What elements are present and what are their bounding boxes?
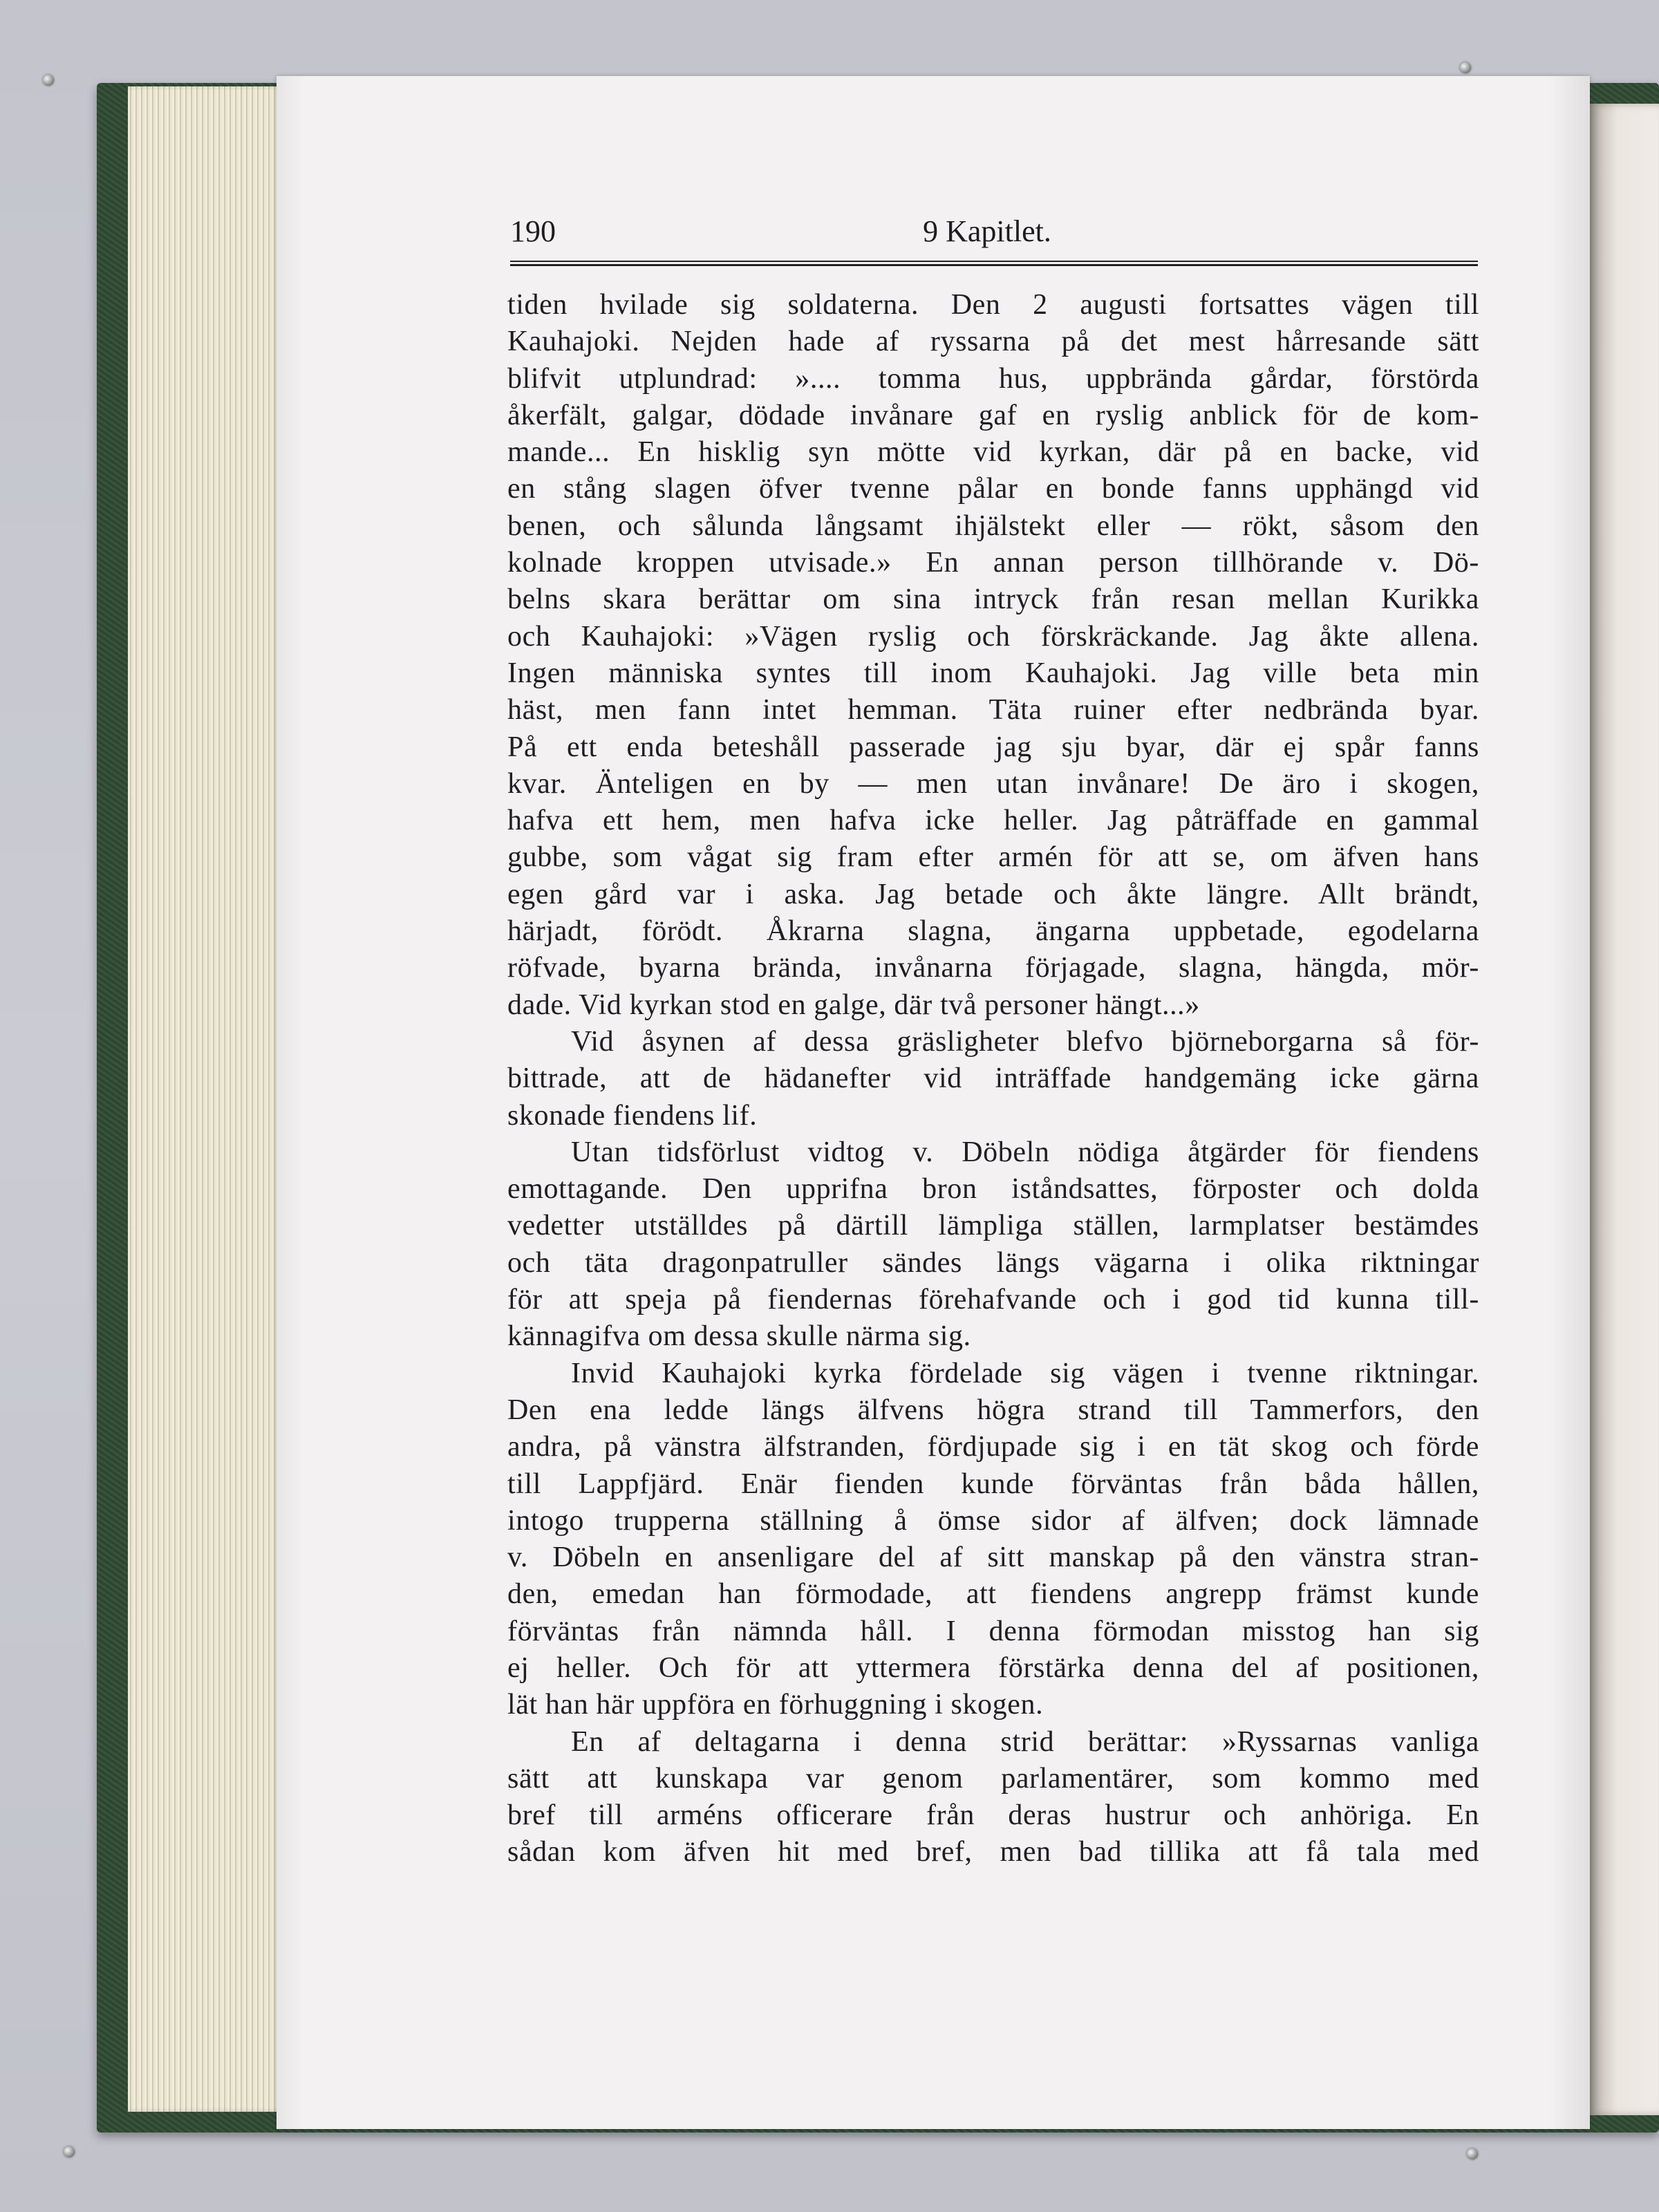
text-line: sätt att kunskapa var genom parlamentärer, som kommo med [507,1762,1479,1794]
text-line: dade. Vid kyrkan stod en galge, där två personer hängt...» [507,988,1200,1021]
text-line: andra, på vänstra älfstranden, fördjupade sig i en tät skog och förde [507,1431,1479,1463]
text-line: kvar. Änteligen en by — men utan invånare! De äro i skogen, [507,767,1479,800]
text-line: bref till arméns officerare från deras hustrur och anhöriga. En [507,1799,1479,1832]
text-line: Vid åsynen af dessa gräsligheter blefvo björneborgarna så för- [571,1025,1479,1058]
pin-bottom-left [64,2146,75,2157]
text-line: mande... En hisklig syn mötte vid kyrkan, där på en backe, vid [507,436,1479,469]
text-line: Ingen människa syntes till inom Kauhajoki. Jag ville beta min [507,657,1479,689]
text-line: emottagande. Den upprifna bron iståndsattes, förposter och dolda [507,1173,1479,1206]
body-text [507,287,1479,1871]
text-line: sådan kom äfven hit med bref, men bad tillika att få tala med [507,1836,1479,1868]
text-line: kolnade kroppen utvisade.» En annan person tillhörande v. Dö- [507,547,1479,579]
text-line: blifvit utplundrad: ».... tomma hus, uppbrända gårdar, förstörda [507,362,1479,395]
text-line: Den ena ledde längs älfvens högra strand till Tammerfors, den [507,1394,1479,1426]
text-line: härjadt, förödt. Åkrarna slagna, ängarna uppbetade, egodelarna [507,915,1479,948]
text-line: röfvade, byarna brända, invånarna förjagade, slagna, hängda, mör- [507,952,1479,984]
text-line: för att speja på fiendernas förehafvande och i god tid kunna till- [507,1284,1479,1316]
text-line: tiden hvilade sig soldaterna. Den 2 augusti fortsattes vägen till [507,289,1479,321]
pin-top-right [1460,62,1471,73]
text-line: En af deltagarna i denna strid berättar: »Ryssarnas vanliga [571,1725,1479,1758]
text-line: ej heller. Och för att yttermera förstärka denna del af positionen, [507,1651,1479,1684]
text-line: belns skara berättar om sina intryck från resan mellan Kurikka [507,583,1479,616]
page-number: 190 [510,214,556,248]
text-line: Kauhajoki. Nejden hade af ryssarna på det mest hårresande sätt [507,326,1479,358]
text-line: intogo trupperna ställning å ömse sidor af älfven; dock lämnade [507,1504,1479,1537]
text-line: lät han här uppföra en förhuggning i skogen. [507,1689,1044,1721]
text-line: På ett enda beteshåll passerade jag sju byar, där ej spår fanns [507,731,1479,763]
page-edges [128,86,283,2112]
text-line: egen gård var i aska. Jag betade och åkte längre. Allt brändt, [507,878,1479,910]
chapter-title: 9 Kapitlet. [923,214,1051,248]
text-line: åkerfält, galgar, dödade invånare gaf en ryslig anblick för de kom- [507,399,1479,431]
text-line: kännagifva om dessa skulle närma sig. [507,1320,971,1353]
text-line: en stång slagen öfver tvenne pålar en bonde fanns upphängd vid [507,473,1479,505]
facing-page [1590,104,1659,2115]
text-line: vedetter utställdes på därtill lämpliga ställen, larmplatser bestämdes [507,1210,1479,1242]
running-header [510,211,1478,252]
text-line: benen, och sålunda långsamt ihjälstekt eller — rökt, såsom den [507,509,1479,542]
pin-bottom-right [1467,2148,1478,2159]
text-line: den, emedan han förmodade, att fiendens angrepp främst kunde [507,1578,1479,1611]
header-rule [510,261,1478,266]
text-line: till Lappfjärd. Enär fienden kunde förväntas från båda hållen, [507,1468,1479,1500]
text-line: hafva ett hem, men hafva icke heller. Jag påträffade en gammal [507,805,1479,837]
text-line: Invid Kauhajoki kyrka fördelade sig vägen i tvenne riktningar. [571,1357,1479,1389]
pin-top-left [43,75,54,86]
text-line: gubbe, som vågat sig fram efter armén för att se, om äfven hans [507,841,1479,874]
text-line: bittrade, att de hädanefter vid inträffade handgemäng icke gärna [507,1062,1479,1095]
text-line: Utan tidsförlust vidtog v. Döbeln nödiga åtgärder för fiendens [571,1136,1479,1168]
text-line: och Kauhajoki: »Vägen ryslig och förskräckande. Jag åkte allena. [507,620,1479,653]
text-line: förväntas från nämnda håll. I denna förmodan misstog han sig [507,1615,1479,1647]
text-line: skonade fiendens lif. [507,1099,758,1132]
text-line: häst, men fann intet hemman. Täta ruiner efter nedbrända byar. [507,694,1479,727]
text-line: v. Döbeln en ansenligare del af sitt manskap på den vänstra stran- [507,1541,1479,1574]
text-line: och täta dragonpatruller sändes längs vägarna i olika riktningar [507,1246,1479,1279]
